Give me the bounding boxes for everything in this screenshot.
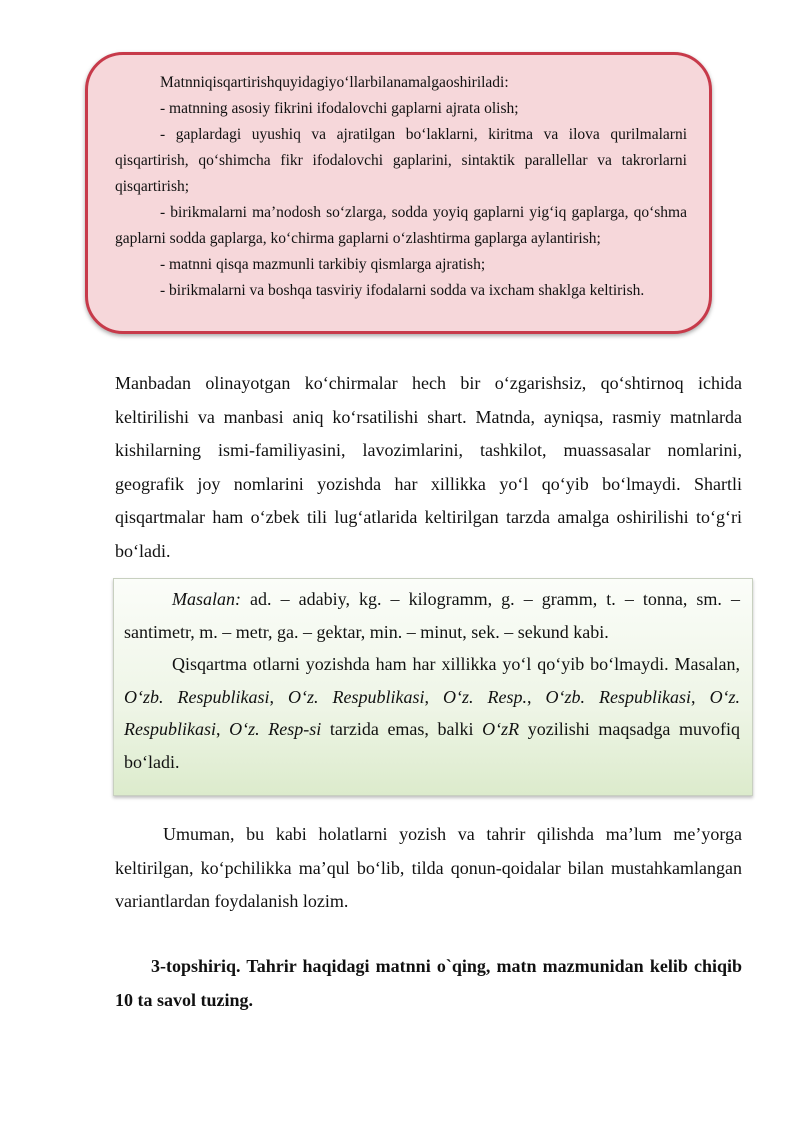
task-heading: 3-topshiriq. Tahrir haqidagi matnni o`qing, matn mazmunidan kelib chiqib 10 ta savol tuzing.	[115, 956, 742, 1010]
separator: ,	[527, 686, 546, 707]
rules-item: - birikmalarni va boshqa tasviriy ifodalarni sodda va ixcham shaklga keltirish.	[160, 282, 645, 299]
note-text: yozilishi maqsadga muvofiq bo‘ladi.	[124, 719, 740, 772]
abbreviation-examples	[124, 583, 740, 648]
note-text: tarzida emas, balki	[321, 719, 483, 739]
example-text: ad. – adabiy, kg. – kilogramm, g. – gramm, t. – tonna, sm. – santimetr, m. – metr, ga. – gektar, min. – minut, sek. – sekund kabi.	[124, 589, 740, 642]
variant: O‘z. Respublikasi	[288, 686, 425, 707]
variant: O‘zR	[482, 719, 520, 739]
paragraph-conclusion: Umuman, bu kabi holatlarni yozish va tahrir qilishda ma’lum me’yorga keltirilgan, ko‘pchilikka ma’qul bo‘lib, tilda qonun-qoidalar bilan mustahkamlangan variantlardan foydalanish lozim.	[115, 824, 742, 911]
paragraph-quotations: Manbadan olinayotgan ko‘chirmalar hech bir o‘zgarishsiz, qo‘shtirnoq ichida keltirilishi va manbasi aniq ko‘rsatilishi shart. Matnda, ayniqsa, rasmiy matnlarda kishilarning ismi-familiyasini, lavozimlarini, tashkilot, muassasalar nomlarini, geografik joy nomlarini yozishda har xillikka yo‘l qo‘yib bo‘lmaydi. Shartli qisqartmalar ham o‘zbek tili lug‘atlarida keltirilgan tarzda amalga oshirilishi to‘g‘ri bo‘ladi.	[115, 373, 742, 561]
variant: O‘zb. Respublikasi	[545, 686, 692, 707]
separator: ,	[216, 719, 230, 739]
rules-item: - matnni qisqa mazmunli tarkibiy qismlarga ajratish;	[160, 256, 486, 273]
rules-box	[85, 52, 712, 334]
note-text: Qisqartma otlarni yozishda ham har xillikka yo‘l qo‘yib bo‘lmaydi. Masalan,	[172, 654, 740, 674]
rules-item: - matnning asosiy fikrini ifodalovchi gaplarni ajrata olish;	[160, 100, 519, 117]
variant: O‘zb. Respublikasi	[124, 686, 270, 707]
variant: O‘z. Resp-si	[229, 719, 322, 739]
example-label: Masalan:	[172, 589, 241, 609]
separator: ,	[691, 686, 710, 707]
rules-item: - birikmalarni ma’nodosh so‘zlarga, sodda yoyiq gaplarni yig‘iq gaplarga, qo‘shma gaplarni sodda gaplarga, ko‘chirma gaplarni o‘zlashtirma gaplarga aylantirish;	[115, 204, 687, 247]
separator: ,	[424, 686, 444, 707]
rules-item: - gaplardagi uyushiq va ajratilgan bo‘laklarni, kiritma va ilova qurilmalarni qisqartirish, qo‘shimcha fikr ifodalovchi gaplarini, sintaktik parallellar va takrorlarni qisqartirish;	[115, 126, 687, 195]
example-box	[113, 578, 753, 796]
variant: O‘z. Respublikasi	[124, 686, 741, 739]
abbreviation-note	[124, 648, 740, 778]
variant: O‘z. Resp.	[443, 686, 528, 707]
separator: ,	[269, 686, 289, 707]
rules-heading: Matnniqisqartirishquyidagiyo‘llarbilanamalgaoshiriladi:	[160, 74, 509, 91]
